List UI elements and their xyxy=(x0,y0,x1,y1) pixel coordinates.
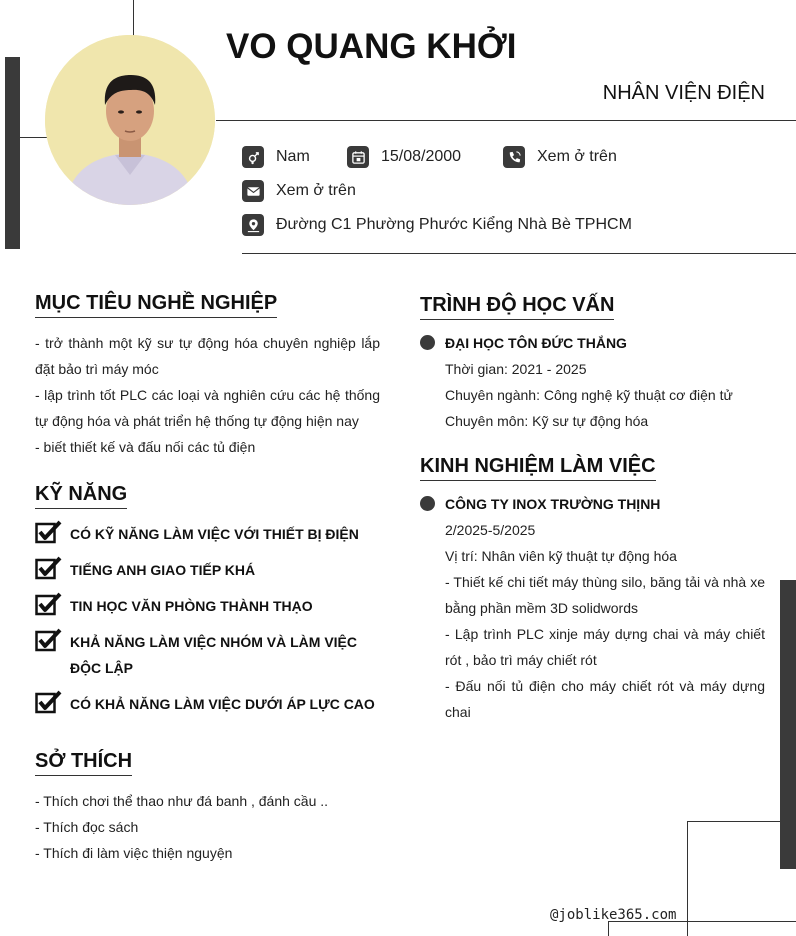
profile-photo xyxy=(45,35,215,205)
name-divider xyxy=(216,120,796,121)
info-birthday xyxy=(347,146,461,168)
location-icon xyxy=(242,214,264,236)
experience-entry xyxy=(420,491,765,725)
bullet-dot xyxy=(420,496,435,511)
info-gender xyxy=(242,146,310,168)
info-address xyxy=(242,214,632,236)
corner-frame-bottom xyxy=(608,921,796,936)
job-position: NHÂN VIỆN ĐIỆN xyxy=(602,82,765,104)
experience-duty: - Đấu nối tủ điện cho máy chiết rót và máy dựng chai xyxy=(445,678,765,720)
objective-line: - trở thành một kỹ sư tự động hóa chuyên nghiệp lắp đặt bảo trì máy móc xyxy=(35,335,380,377)
experience-duty: - Thiết kế chi tiết máy thùng silo, băng tải và nhà xe bằng phần mềm 3D solidwords xyxy=(445,574,765,616)
education-period: Thời gian: 2021 - 2025 xyxy=(445,361,587,377)
skill-item xyxy=(35,521,380,547)
skill-label: CÓ KỸ NĂNG LÀM VIỆC VỚI THIẾT BỊ ĐIỆN xyxy=(70,526,359,542)
objective-line: - biết thiết kế và đấu nối các tủ điện xyxy=(35,439,256,455)
phone-icon xyxy=(503,146,525,168)
skill-item xyxy=(35,691,380,717)
skill-label: TIẾNG ANH GIAO TIẾP KHÁ xyxy=(70,562,256,578)
hobbies-text xyxy=(35,788,380,866)
skill-label: TIN HỌC VĂN PHÒNG THÀNH THẠO xyxy=(70,598,313,614)
skill-item xyxy=(35,629,380,681)
phone-value: Xem ở trên xyxy=(537,148,617,165)
education-specialty: Chuyên môn: Kỹ sư tự động hóa xyxy=(445,413,649,429)
calendar-icon xyxy=(347,146,369,168)
experience-title: KINH NGHIỆM LÀM VIỆC xyxy=(420,455,656,481)
gender-value: Nam xyxy=(276,148,310,165)
objective-title: MỤC TIÊU NGHỀ NGHIỆP xyxy=(35,292,277,318)
company-name: CÔNG TY INOX TRƯỜNG THỊNH xyxy=(445,496,661,512)
checkbox-checked-icon xyxy=(35,690,62,714)
bullet-dot xyxy=(420,335,435,350)
hobby-line: - Thích đi làm việc thiện nguyện xyxy=(35,845,233,861)
right-accent-bar xyxy=(780,580,796,869)
education-title: TRÌNH ĐỘ HỌC VẤN xyxy=(420,294,614,320)
checkbox-checked-icon xyxy=(35,520,62,544)
email-value: Xem ở trên xyxy=(276,182,356,199)
skill-label: KHẢ NĂNG LÀM VIỆC NHÓM VÀ LÀM VIỆC ĐỘC LẬP xyxy=(70,634,357,676)
experience-duty: - Lập trình PLC xinje máy dựng chai và máy chiết rót , bảo trì máy chiết rót xyxy=(445,626,765,668)
address-value: Đường C1 Phường Phước Kiểng Nhà Bè TPHCM xyxy=(276,216,632,233)
skills-title: KỸ NĂNG xyxy=(35,483,127,509)
hobby-line: - Thích chơi thể thao như đá banh , đánh cầu .. xyxy=(35,793,329,809)
education-entry xyxy=(420,330,765,434)
mail-icon xyxy=(242,180,264,202)
education-major: Chuyên ngành: Công nghệ kỹ thuật cơ điện tử xyxy=(445,387,733,403)
experience-period: 2/2025-5/2025 xyxy=(445,522,536,538)
corner-frame xyxy=(687,821,780,936)
skill-item xyxy=(35,593,380,619)
objective-text xyxy=(35,330,380,460)
checkbox-checked-icon xyxy=(35,556,62,580)
school-name: ĐẠI HỌC TÔN ĐỨC THẮNG xyxy=(445,335,627,351)
checkbox-checked-icon xyxy=(35,592,62,616)
left-horizontal-line xyxy=(20,137,48,138)
hobbies-title: SỞ THÍCH xyxy=(35,750,132,776)
birthday-value: 15/08/2000 xyxy=(381,148,462,165)
info-phone xyxy=(503,146,617,168)
candidate-name: VO QUANG KHỞI xyxy=(226,27,517,66)
skill-item xyxy=(35,557,380,583)
gender-icon xyxy=(242,146,264,168)
watermark-text: @joblike365.com xyxy=(550,907,677,923)
left-accent-bar xyxy=(5,57,20,249)
info-divider xyxy=(242,253,796,254)
info-email xyxy=(242,180,356,202)
experience-role: Vị trí: Nhân viên kỹ thuật tự động hóa xyxy=(445,548,677,564)
top-vertical-line xyxy=(133,0,134,37)
hobby-line: - Thích đọc sách xyxy=(35,819,139,835)
avatar xyxy=(45,35,215,205)
objective-line: - lập trình tốt PLC các loại và nghiên cứu các hệ thống tự động hóa và phát triển hệ thống tự động hiện nay xyxy=(35,387,380,429)
skill-label: CÓ KHẢ NĂNG LÀM VIỆC DƯỚI ÁP LỰC CAO xyxy=(70,696,375,712)
checkbox-checked-icon xyxy=(35,628,62,652)
